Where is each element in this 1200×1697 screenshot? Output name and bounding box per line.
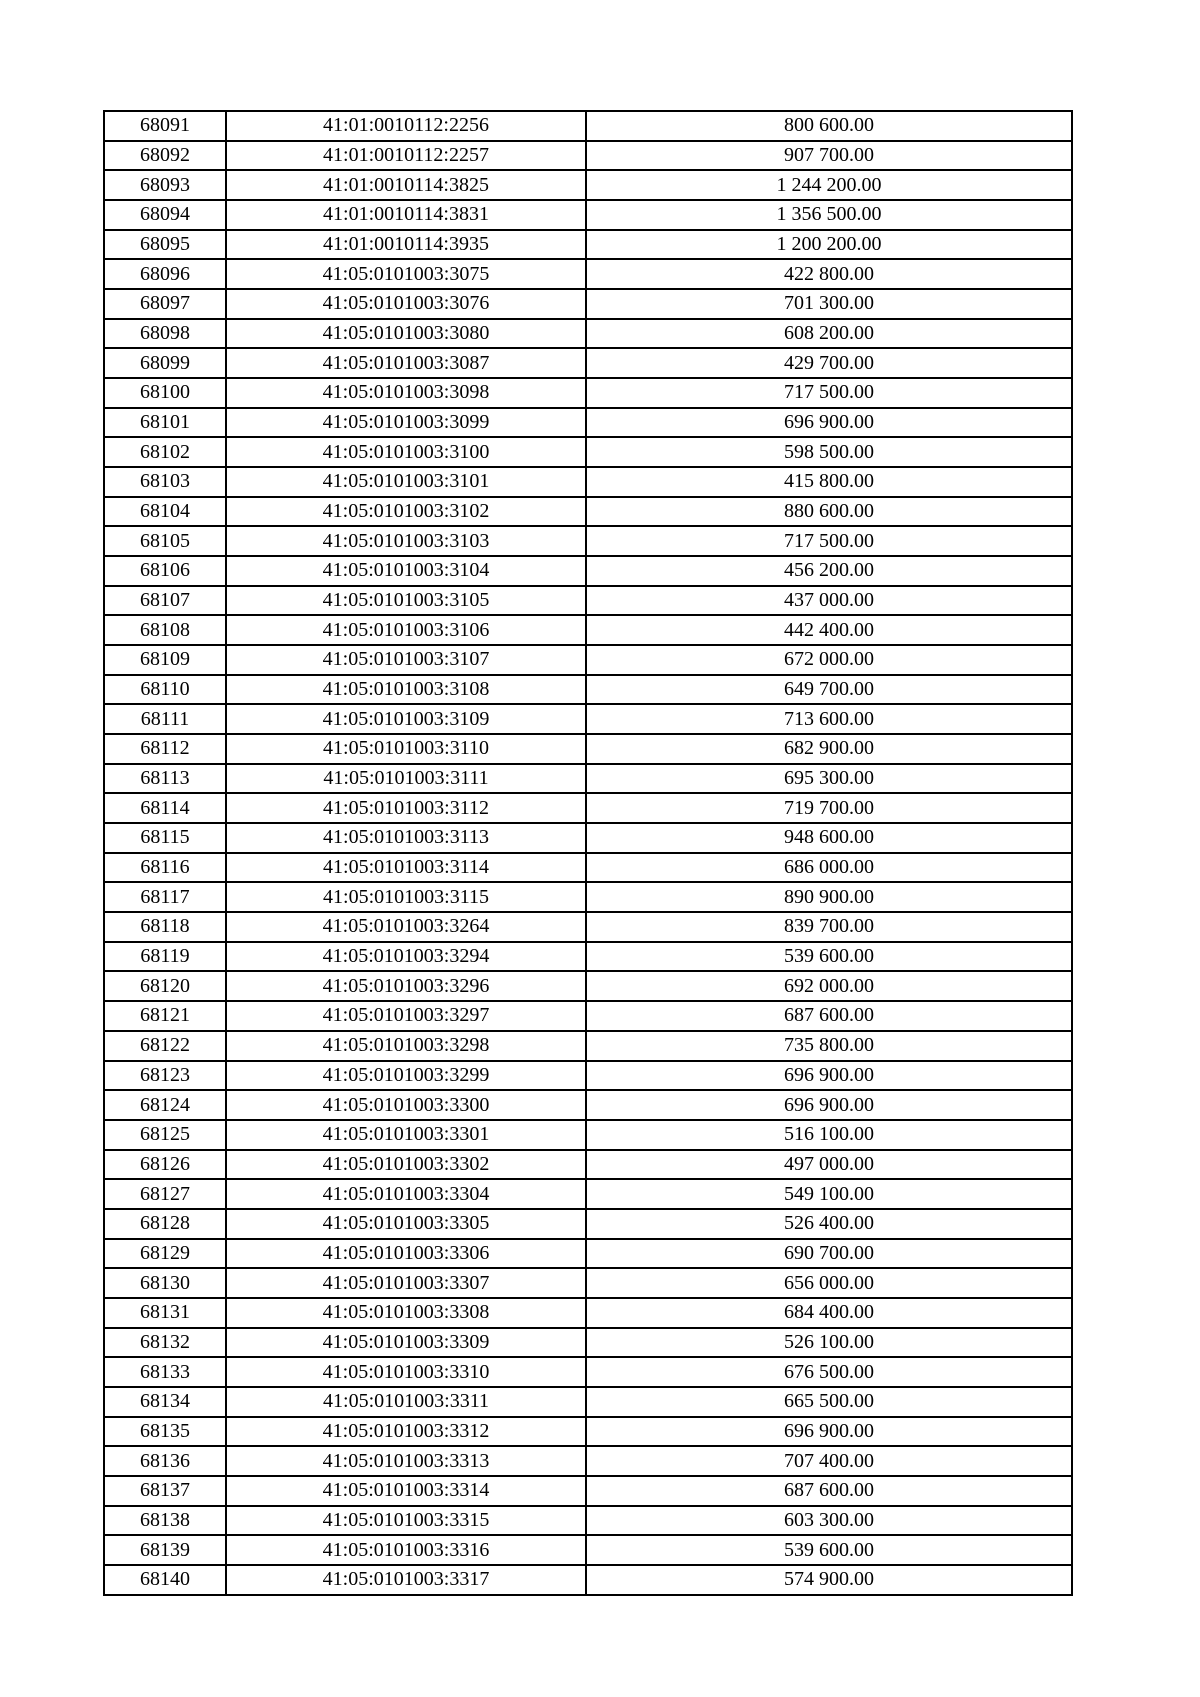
cadastral-value-cell: 687 600.00 xyxy=(586,1001,1072,1031)
row-number-cell: 68122 xyxy=(104,1031,226,1061)
table-row xyxy=(104,1268,1072,1298)
row-number-cell: 68139 xyxy=(104,1535,226,1565)
cadastral-value-cell: 1 200 200.00 xyxy=(586,230,1072,260)
table-row xyxy=(104,1061,1072,1091)
cadastral-value-cell: 539 600.00 xyxy=(586,942,1072,972)
row-number-cell: 68112 xyxy=(104,734,226,764)
row-number-cell: 68137 xyxy=(104,1476,226,1506)
cadastral-number-cell: 41:05:0101003:3314 xyxy=(226,1476,586,1506)
table-row xyxy=(104,764,1072,794)
cadastral-value-cell: 497 000.00 xyxy=(586,1150,1072,1180)
cadastral-number-cell: 41:05:0101003:3075 xyxy=(226,259,586,289)
table-row xyxy=(104,1179,1072,1209)
table-row xyxy=(104,1120,1072,1150)
row-number-cell: 68113 xyxy=(104,764,226,794)
row-number-cell: 68125 xyxy=(104,1120,226,1150)
cadastral-number-cell: 41:01:0010112:2256 xyxy=(226,111,586,141)
cadastral-number-cell: 41:05:0101003:3115 xyxy=(226,882,586,912)
cadastral-number-cell: 41:05:0101003:3302 xyxy=(226,1150,586,1180)
cadastral-number-cell: 41:05:0101003:3076 xyxy=(226,289,586,319)
cadastral-number-cell: 41:05:0101003:3106 xyxy=(226,615,586,645)
table-row xyxy=(104,259,1072,289)
cadastral-number-cell: 41:05:0101003:3315 xyxy=(226,1506,586,1536)
row-number-cell: 68134 xyxy=(104,1387,226,1417)
row-number-cell: 68131 xyxy=(104,1298,226,1328)
cadastral-value-cell: 1 356 500.00 xyxy=(586,200,1072,230)
table-row xyxy=(104,645,1072,675)
row-number-cell: 68114 xyxy=(104,793,226,823)
cadastral-number-cell: 41:05:0101003:3313 xyxy=(226,1446,586,1476)
table-row xyxy=(104,971,1072,1001)
cadastral-value-cell: 695 300.00 xyxy=(586,764,1072,794)
table-row xyxy=(104,467,1072,497)
row-number-cell: 68097 xyxy=(104,289,226,319)
cadastral-number-cell: 41:01:0010114:3825 xyxy=(226,170,586,200)
cadastral-value-cell: 907 700.00 xyxy=(586,141,1072,171)
cadastral-value-cell: 948 600.00 xyxy=(586,823,1072,853)
table-row xyxy=(104,1387,1072,1417)
row-number-cell: 68105 xyxy=(104,526,226,556)
cadastral-number-cell: 41:05:0101003:3108 xyxy=(226,675,586,705)
table-row xyxy=(104,141,1072,171)
cadastral-number-cell: 41:05:0101003:3080 xyxy=(226,319,586,349)
cadastral-value-cell: 516 100.00 xyxy=(586,1120,1072,1150)
row-number-cell: 68123 xyxy=(104,1061,226,1091)
cadastral-number-cell: 41:05:0101003:3107 xyxy=(226,645,586,675)
table-row xyxy=(104,704,1072,734)
cadastral-value-cell: 649 700.00 xyxy=(586,675,1072,705)
table-row xyxy=(104,437,1072,467)
cadastral-value-cell: 696 900.00 xyxy=(586,1090,1072,1120)
cadastral-value-cell: 692 000.00 xyxy=(586,971,1072,1001)
cadastral-value-cell: 696 900.00 xyxy=(586,408,1072,438)
cadastral-number-cell: 41:05:0101003:3311 xyxy=(226,1387,586,1417)
table-row xyxy=(104,1001,1072,1031)
row-number-cell: 68140 xyxy=(104,1565,226,1595)
cadastral-value-cell: 422 800.00 xyxy=(586,259,1072,289)
cadastral-number-cell: 41:01:0010112:2257 xyxy=(226,141,586,171)
cadastral-number-cell: 41:05:0101003:3087 xyxy=(226,348,586,378)
cadastral-value-cell: 1 244 200.00 xyxy=(586,170,1072,200)
table-row xyxy=(104,289,1072,319)
cadastral-value-cell: 719 700.00 xyxy=(586,793,1072,823)
table-row xyxy=(104,111,1072,141)
table-row xyxy=(104,319,1072,349)
cadastral-number-cell: 41:05:0101003:3307 xyxy=(226,1268,586,1298)
cadastral-number-cell: 41:05:0101003:3105 xyxy=(226,586,586,616)
row-number-cell: 68124 xyxy=(104,1090,226,1120)
table-row xyxy=(104,378,1072,408)
cadastral-number-cell: 41:05:0101003:3101 xyxy=(226,467,586,497)
row-number-cell: 68115 xyxy=(104,823,226,853)
cadastral-number-cell: 41:05:0101003:3111 xyxy=(226,764,586,794)
row-number-cell: 68093 xyxy=(104,170,226,200)
cadastral-value-cell: 687 600.00 xyxy=(586,1476,1072,1506)
table-row xyxy=(104,1446,1072,1476)
cadastral-value-cell: 686 000.00 xyxy=(586,853,1072,883)
row-number-cell: 68103 xyxy=(104,467,226,497)
cadastral-number-cell: 41:05:0101003:3301 xyxy=(226,1120,586,1150)
cadastral-value-cell: 696 900.00 xyxy=(586,1061,1072,1091)
cadastral-number-cell: 41:05:0101003:3316 xyxy=(226,1535,586,1565)
table-body xyxy=(104,111,1072,1595)
table-row xyxy=(104,615,1072,645)
row-number-cell: 68127 xyxy=(104,1179,226,1209)
table-row xyxy=(104,942,1072,972)
cadastral-value-cell: 608 200.00 xyxy=(586,319,1072,349)
row-number-cell: 68106 xyxy=(104,556,226,586)
cadastral-value-cell: 676 500.00 xyxy=(586,1357,1072,1387)
cadastral-value-cell: 800 600.00 xyxy=(586,111,1072,141)
table-row xyxy=(104,1150,1072,1180)
cadastral-number-cell: 41:05:0101003:3112 xyxy=(226,793,586,823)
cadastral-value-cell: 672 000.00 xyxy=(586,645,1072,675)
row-number-cell: 68136 xyxy=(104,1446,226,1476)
table-row xyxy=(104,793,1072,823)
cadastral-value-table xyxy=(103,110,1073,1596)
cadastral-number-cell: 41:05:0101003:3297 xyxy=(226,1001,586,1031)
table-row xyxy=(104,170,1072,200)
table-row xyxy=(104,1417,1072,1447)
cadastral-number-cell: 41:01:0010114:3831 xyxy=(226,200,586,230)
row-number-cell: 68128 xyxy=(104,1209,226,1239)
cadastral-value-cell: 415 800.00 xyxy=(586,467,1072,497)
cadastral-value-cell: 603 300.00 xyxy=(586,1506,1072,1536)
cadastral-value-cell: 684 400.00 xyxy=(586,1298,1072,1328)
cadastral-number-cell: 41:05:0101003:3296 xyxy=(226,971,586,1001)
row-number-cell: 68120 xyxy=(104,971,226,1001)
table-row xyxy=(104,1090,1072,1120)
cadastral-value-cell: 429 700.00 xyxy=(586,348,1072,378)
row-number-cell: 68111 xyxy=(104,704,226,734)
row-number-cell: 68117 xyxy=(104,882,226,912)
row-number-cell: 68102 xyxy=(104,437,226,467)
cadastral-number-cell: 41:05:0101003:3109 xyxy=(226,704,586,734)
cadastral-number-cell: 41:05:0101003:3300 xyxy=(226,1090,586,1120)
cadastral-value-cell: 442 400.00 xyxy=(586,615,1072,645)
cadastral-number-cell: 41:05:0101003:3294 xyxy=(226,942,586,972)
cadastral-number-cell: 41:05:0101003:3312 xyxy=(226,1417,586,1447)
table-row xyxy=(104,408,1072,438)
row-number-cell: 68101 xyxy=(104,408,226,438)
cadastral-value-cell: 549 100.00 xyxy=(586,1179,1072,1209)
table-row xyxy=(104,526,1072,556)
row-number-cell: 68121 xyxy=(104,1001,226,1031)
cadastral-value-cell: 696 900.00 xyxy=(586,1417,1072,1447)
cadastral-number-cell: 41:05:0101003:3104 xyxy=(226,556,586,586)
table-row xyxy=(104,912,1072,942)
cadastral-value-cell: 539 600.00 xyxy=(586,1535,1072,1565)
cadastral-value-cell: 735 800.00 xyxy=(586,1031,1072,1061)
row-number-cell: 68099 xyxy=(104,348,226,378)
cadastral-value-cell: 437 000.00 xyxy=(586,586,1072,616)
row-number-cell: 68098 xyxy=(104,319,226,349)
cadastral-number-cell: 41:05:0101003:3110 xyxy=(226,734,586,764)
table-row xyxy=(104,1209,1072,1239)
cadastral-value-cell: 526 400.00 xyxy=(586,1209,1072,1239)
table-row xyxy=(104,1328,1072,1358)
cadastral-number-cell: 41:05:0101003:3308 xyxy=(226,1298,586,1328)
table-row xyxy=(104,200,1072,230)
row-number-cell: 68133 xyxy=(104,1357,226,1387)
table-row xyxy=(104,734,1072,764)
row-number-cell: 68129 xyxy=(104,1239,226,1269)
cadastral-number-cell: 41:05:0101003:3310 xyxy=(226,1357,586,1387)
table-row xyxy=(104,675,1072,705)
cadastral-value-cell: 456 200.00 xyxy=(586,556,1072,586)
cadastral-value-cell: 880 600.00 xyxy=(586,497,1072,527)
row-number-cell: 68126 xyxy=(104,1150,226,1180)
table-row xyxy=(104,348,1072,378)
table-row xyxy=(104,1239,1072,1269)
cadastral-number-cell: 41:05:0101003:3309 xyxy=(226,1328,586,1358)
cadastral-number-cell: 41:05:0101003:3098 xyxy=(226,378,586,408)
cadastral-value-cell: 890 900.00 xyxy=(586,882,1072,912)
row-number-cell: 68118 xyxy=(104,912,226,942)
cadastral-value-cell: 701 300.00 xyxy=(586,289,1072,319)
cadastral-number-cell: 41:05:0101003:3264 xyxy=(226,912,586,942)
row-number-cell: 68135 xyxy=(104,1417,226,1447)
table-row xyxy=(104,556,1072,586)
cadastral-value-cell: 713 600.00 xyxy=(586,704,1072,734)
row-number-cell: 68096 xyxy=(104,259,226,289)
table-row xyxy=(104,230,1072,260)
cadastral-value-cell: 665 500.00 xyxy=(586,1387,1072,1417)
cadastral-value-cell: 656 000.00 xyxy=(586,1268,1072,1298)
table-row xyxy=(104,882,1072,912)
row-number-cell: 68092 xyxy=(104,141,226,171)
row-number-cell: 68107 xyxy=(104,586,226,616)
table-row xyxy=(104,497,1072,527)
cadastral-value-cell: 839 700.00 xyxy=(586,912,1072,942)
table-row xyxy=(104,853,1072,883)
cadastral-number-cell: 41:05:0101003:3317 xyxy=(226,1565,586,1595)
table-row xyxy=(104,1506,1072,1536)
row-number-cell: 68119 xyxy=(104,942,226,972)
cadastral-value-cell: 598 500.00 xyxy=(586,437,1072,467)
cadastral-value-cell: 682 900.00 xyxy=(586,734,1072,764)
table-row xyxy=(104,1535,1072,1565)
row-number-cell: 68138 xyxy=(104,1506,226,1536)
cadastral-number-cell: 41:05:0101003:3298 xyxy=(226,1031,586,1061)
row-number-cell: 68104 xyxy=(104,497,226,527)
row-number-cell: 68094 xyxy=(104,200,226,230)
table-row xyxy=(104,1565,1072,1595)
cadastral-value-cell: 690 700.00 xyxy=(586,1239,1072,1269)
cadastral-number-cell: 41:05:0101003:3304 xyxy=(226,1179,586,1209)
row-number-cell: 68132 xyxy=(104,1328,226,1358)
table-row xyxy=(104,1031,1072,1061)
cadastral-number-cell: 41:05:0101003:3099 xyxy=(226,408,586,438)
cadastral-value-cell: 717 500.00 xyxy=(586,378,1072,408)
table-row xyxy=(104,823,1072,853)
row-number-cell: 68100 xyxy=(104,378,226,408)
cadastral-value-cell: 717 500.00 xyxy=(586,526,1072,556)
row-number-cell: 68116 xyxy=(104,853,226,883)
cadastral-number-cell: 41:05:0101003:3102 xyxy=(226,497,586,527)
row-number-cell: 68130 xyxy=(104,1268,226,1298)
row-number-cell: 68108 xyxy=(104,615,226,645)
cadastral-value-cell: 707 400.00 xyxy=(586,1446,1072,1476)
table-row xyxy=(104,1298,1072,1328)
cadastral-number-cell: 41:05:0101003:3305 xyxy=(226,1209,586,1239)
table-row xyxy=(104,1476,1072,1506)
row-number-cell: 68110 xyxy=(104,675,226,705)
cadastral-number-cell: 41:05:0101003:3103 xyxy=(226,526,586,556)
cadastral-number-cell: 41:05:0101003:3100 xyxy=(226,437,586,467)
cadastral-number-cell: 41:05:0101003:3113 xyxy=(226,823,586,853)
table-row xyxy=(104,1357,1072,1387)
row-number-cell: 68091 xyxy=(104,111,226,141)
cadastral-value-cell: 574 900.00 xyxy=(586,1565,1072,1595)
cadastral-number-cell: 41:05:0101003:3299 xyxy=(226,1061,586,1091)
row-number-cell: 68095 xyxy=(104,230,226,260)
cadastral-number-cell: 41:05:0101003:3306 xyxy=(226,1239,586,1269)
table-row xyxy=(104,586,1072,616)
cadastral-number-cell: 41:01:0010114:3935 xyxy=(226,230,586,260)
cadastral-value-cell: 526 100.00 xyxy=(586,1328,1072,1358)
row-number-cell: 68109 xyxy=(104,645,226,675)
cadastral-number-cell: 41:05:0101003:3114 xyxy=(226,853,586,883)
